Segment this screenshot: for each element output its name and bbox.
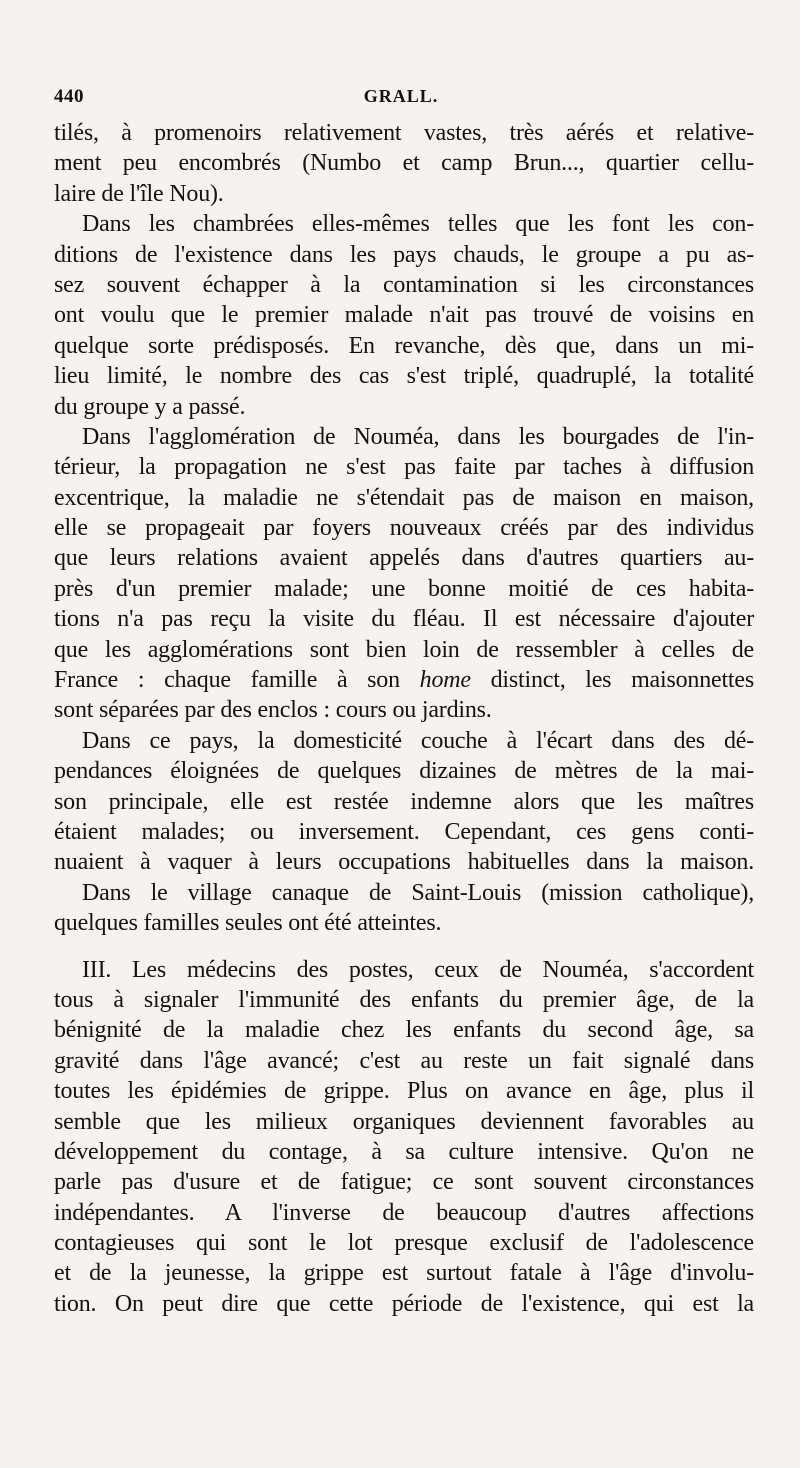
- text-segment: distinct, les maisonnettes: [490, 667, 754, 694]
- text-line: tion. On peut dire que cette période de l'existence, qui est la: [54, 1290, 754, 1317]
- text-line: du groupe y a passé.: [54, 393, 246, 420]
- text-segment: France : chaque famille à son: [54, 667, 400, 694]
- text-line: semble que les milieux organiques deviennent favorables au: [54, 1108, 754, 1135]
- text-line: quelque sorte prédisposés. En revanche, dès que, dans un mi-: [54, 332, 754, 359]
- text-line: toutes les épidémies de grippe. Plus on avance en âge, plus il: [54, 1078, 754, 1105]
- text-line: elle se propageait par foyers nouveaux créés par des individus: [54, 515, 754, 542]
- text-line: et de la jeunesse, la grippe est surtout fatale à l'âge d'involu-: [54, 1260, 754, 1287]
- text-line: indépendantes. A l'inverse de beaucoup d'autres affections: [54, 1199, 754, 1226]
- text-line: tous à signaler l'immunité des enfants du premier âge, de la: [54, 986, 754, 1013]
- text-line: son principale, elle est restée indemne alors que les maîtres: [54, 788, 754, 815]
- text-line: gravité dans l'âge avancé; c'est au reste un fait signalé dans: [54, 1047, 754, 1074]
- text-line: Dans les chambrées elles-mêmes telles que les font les con-: [82, 211, 754, 238]
- body-text: [54, 118, 754, 1319]
- text-line: ont voulu que le premier malade n'ait pas trouvé de voisins en: [54, 302, 754, 329]
- text-line: tions n'a pas reçu la visite du fléau. Il est nécessaire d'ajouter: [54, 606, 754, 633]
- running-head: GRALL.: [363, 86, 439, 106]
- text-line: laire de l'île Nou).: [54, 180, 224, 207]
- text-line: quelques familles seules ont été atteintes.: [54, 910, 442, 937]
- text-line: excentrique, la maladie ne s'étendait pas de maison en maison,: [54, 484, 754, 511]
- italic-word: home: [419, 667, 471, 694]
- text-line: parle pas d'usure et de fatigue; ce sont souvent circonstances: [54, 1169, 754, 1196]
- text-line-mixed: [54, 665, 754, 695]
- text-line: que les agglomérations sont bien loin de ressembler à celles de: [54, 636, 754, 663]
- text-line: térieur, la propagation ne s'est pas faite par taches à diffusion: [54, 454, 754, 481]
- text-line: Dans ce pays, la domesticité couche à l'écart dans des dé-: [82, 727, 754, 754]
- text-line: sont séparées par des enclos : cours ou jardins.: [54, 697, 492, 724]
- text-line: III. Les médecins des postes, ceux de Nouméa, s'accordent: [82, 956, 754, 983]
- text-line: Dans le village canaque de Saint-Louis (mission catholique),: [82, 879, 754, 906]
- text-line: bénignité de la maladie chez les enfants du second âge, sa: [54, 1017, 754, 1044]
- section-gap: [54, 939, 754, 955]
- text-line: ditions de l'existence dans les pays chauds, le groupe a pu as-: [54, 241, 754, 268]
- text-line: contagieuses qui sont le lot presque exclusif de l'adolescence: [54, 1230, 754, 1257]
- text-line: près d'un premier malade; une bonne moitié de ces habita-: [54, 575, 754, 602]
- text-line: tilés, à promenoirs relativement vastes, très aérés et relative-: [54, 120, 754, 146]
- text-line: que leurs relations avaient appelés dans d'autres quartiers au-: [54, 545, 754, 572]
- text-line: pendances éloignées de quelques dizaines de mètres de la mai-: [54, 758, 754, 785]
- text-line: Dans l'agglomération de Nouméa, dans les bourgades de l'in-: [82, 423, 754, 450]
- text-line: ment peu encombrés (Numbo et camp Brun..., quartier cellu-: [54, 150, 754, 177]
- page-number: 440: [54, 86, 84, 107]
- text-line: étaient malades; ou inversement. Cependant, ces gens conti-: [54, 818, 754, 845]
- text-line: nuaient à vaquer à leurs occupations habituelles dans la maison.: [54, 849, 754, 876]
- text-line: sez souvent échapper à la contamination si les circonstances: [54, 271, 754, 298]
- text-line: développement du contage, à sa culture intensive. Qu'on ne: [54, 1138, 754, 1165]
- text-line: lieu limité, le nombre des cas s'est triplé, quadruplé, la totalité: [54, 363, 754, 390]
- page-header: [54, 86, 748, 112]
